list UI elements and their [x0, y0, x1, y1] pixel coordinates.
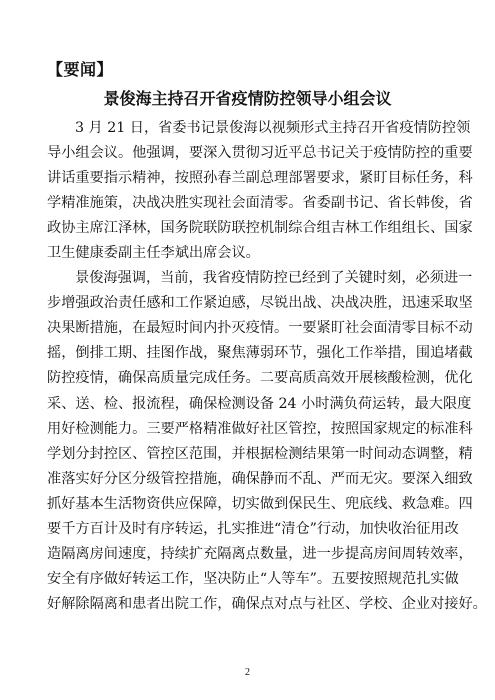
body-line: 讲话重要指示精神，按照孙春兰副总理部署要求，紧盯目标任务，科 [47, 170, 473, 187]
article-headline: 景俊海主持召开省疫情防控领导小组会议 [103, 89, 392, 108]
body-line: 3 月 21 日，省委书记景俊海以视频形式主持召开省疫情防控领 [75, 120, 471, 136]
body-line: 采、送、检、报流程，确保检测设备 24 小时满负荷运转，最大限度 [47, 395, 472, 412]
body-line: 导小组会议。他强调，要深入贯彻习近平总书记关于疫情防控的重要 [47, 145, 473, 162]
body-line: 步增强政治责任感和工作紧迫感，尽锐出战、决战决胜，迅速采取坚 [47, 295, 473, 312]
body-line: 卫生健康委副主任李斌出席会议。 [47, 245, 260, 262]
body-line: 造隔离房间速度，持续扩充隔离点数量，进一步提高房间周转效率， [47, 545, 473, 562]
body-line: 要千方百计及时有序转运，扎实推进“清仓”行动，加快收治征用改 [47, 520, 459, 537]
body-line: 决果断措施，在最短时间内扑灭疫情。一要紧盯社会面清零目标不动 [47, 320, 473, 337]
body-line: 防控疫情，确保高质量完成任务。二要高质高效开展核酸检测，优化 [47, 370, 473, 387]
body-line: 景俊海强调，当前，我省疫情防控已经到了关键时刻，必须进一 [75, 270, 473, 287]
body-line: 摇，倒排工期、挂图作战，聚焦薄弱环节，强化工作举措，围追堵截 [47, 345, 473, 362]
body-line: 准落实好分区分级管控措施，确保静而不乱、严而无灾。要深入细致 [47, 470, 473, 487]
body-line: 学划分封控区、管控区范围，并根据检测结果第一时间动态调整，精 [47, 445, 473, 462]
body-line: 政协主席江泽林，国务院联防联控机制综合组吉林工作组组长、国家 [47, 220, 473, 237]
body-line: 抓好基本生活物资供应保障，切实做到保民生、兜底线、救急难。四 [47, 495, 473, 512]
section-tag: 【要闻】 [47, 60, 114, 79]
body-line: 好解除隔离和患者出院工作，确保点对点与社区、学校、企业对接好。 [47, 595, 487, 612]
body-line: 用好检测能力。三要严格精准做好社区管控，按照国家规定的标准科 [47, 420, 473, 437]
body-line: 学精准施策，决战决胜实现社会面清零。省委副书记、省长韩俊，省 [47, 195, 473, 212]
page-number: 2 [245, 667, 250, 678]
body-line: 安全有序做好转运工作，坚决防止“人等车”。五要按照规范扎实做 [47, 570, 459, 587]
article-body [47, 116, 487, 617]
